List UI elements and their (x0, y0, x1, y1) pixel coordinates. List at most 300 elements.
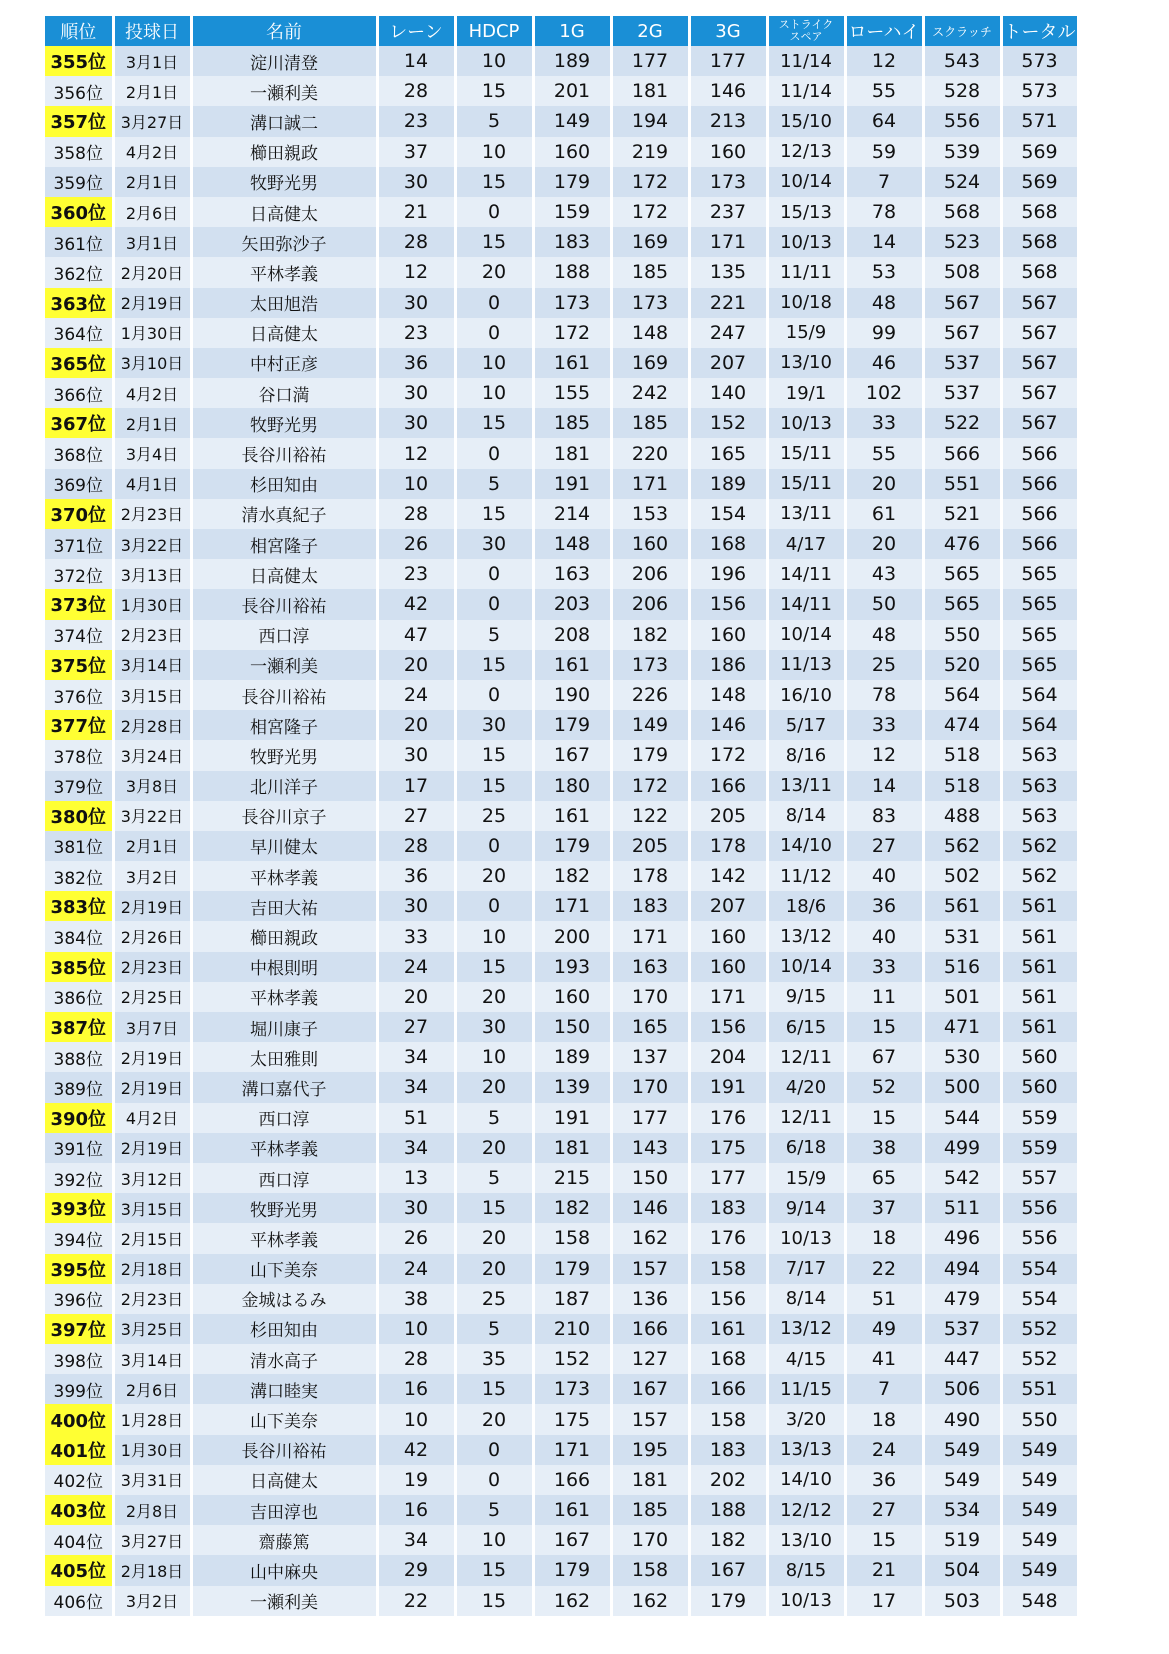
game3-cell: 146 (689, 76, 767, 106)
rank-cell: 397位 (45, 1314, 113, 1344)
date-cell: 3月2日 (113, 1586, 191, 1616)
lowhigh-cell: 53 (845, 257, 923, 287)
game1-cell: 179 (533, 1254, 611, 1284)
strike-spare-cell: 6/18 (767, 1133, 845, 1163)
game3-cell: 247 (689, 318, 767, 348)
lowhigh-cell: 41 (845, 1344, 923, 1374)
hdcp-cell: 20 (455, 1404, 533, 1434)
strike-spare-cell: 11/15 (767, 1374, 845, 1404)
hdcp-cell: 5 (455, 1495, 533, 1525)
game2-cell: 167 (611, 1374, 689, 1404)
rank-cell: 365位 (45, 348, 113, 378)
game1-cell: 182 (533, 861, 611, 891)
game3-cell: 168 (689, 1344, 767, 1374)
scratch-cell: 474 (923, 710, 1001, 740)
strike-spare-cell: 16/10 (767, 680, 845, 710)
game2-cell: 160 (611, 529, 689, 559)
total-cell: 566 (1001, 499, 1078, 529)
lane-cell: 19 (377, 1465, 455, 1495)
table-row (45, 1223, 1078, 1253)
lowhigh-cell: 99 (845, 318, 923, 348)
total-cell: 556 (1001, 1193, 1078, 1223)
hdcp-cell: 0 (455, 1435, 533, 1465)
rank-cell: 400位 (45, 1404, 113, 1434)
name-cell: 溝口睦実 (191, 1374, 377, 1404)
scratch-cell: 562 (923, 831, 1001, 861)
strike-spare-cell: 8/14 (767, 1284, 845, 1314)
strike-spare-cell: 10/13 (767, 408, 845, 438)
strike-spare-cell: 8/16 (767, 740, 845, 770)
lane-cell: 30 (377, 288, 455, 318)
name-cell: 山中麻央 (191, 1555, 377, 1585)
strike-spare-cell: 10/14 (767, 167, 845, 197)
game3-cell: 166 (689, 1374, 767, 1404)
rank-cell: 358位 (45, 137, 113, 167)
rank-cell: 369位 (45, 469, 113, 499)
lane-cell: 42 (377, 1435, 455, 1465)
strike-spare-cell: 12/12 (767, 1495, 845, 1525)
game1-cell: 215 (533, 1163, 611, 1193)
game2-cell: 150 (611, 1163, 689, 1193)
lowhigh-cell: 14 (845, 771, 923, 801)
name-cell: 一瀬利美 (191, 650, 377, 680)
scratch-cell: 518 (923, 771, 1001, 801)
date-cell: 2月6日 (113, 197, 191, 227)
name-cell: 北川洋子 (191, 771, 377, 801)
date-cell: 2月19日 (113, 891, 191, 921)
lane-cell: 28 (377, 227, 455, 257)
table-row (45, 1193, 1078, 1223)
total-cell: 556 (1001, 1223, 1078, 1253)
game2-cell: 172 (611, 771, 689, 801)
game3-cell: 156 (689, 1012, 767, 1042)
lane-cell: 24 (377, 680, 455, 710)
lane-cell: 34 (377, 1042, 455, 1072)
total-cell: 551 (1001, 1374, 1078, 1404)
game3-cell: 168 (689, 529, 767, 559)
date-cell: 3月1日 (113, 46, 191, 76)
game2-cell: 205 (611, 831, 689, 861)
total-cell: 549 (1001, 1495, 1078, 1525)
table-row (45, 559, 1078, 589)
strike-spare-cell: 11/11 (767, 257, 845, 287)
lane-cell: 34 (377, 1072, 455, 1102)
game2-cell: 181 (611, 76, 689, 106)
name-cell: 相宮隆子 (191, 710, 377, 740)
total-cell: 549 (1001, 1525, 1078, 1555)
game3-cell: 171 (689, 227, 767, 257)
strike-spare-cell: 15/13 (767, 197, 845, 227)
rank-cell: 359位 (45, 167, 113, 197)
scratch-cell: 524 (923, 167, 1001, 197)
total-cell: 561 (1001, 1012, 1078, 1042)
name-cell: 堀川康子 (191, 1012, 377, 1042)
table-row (45, 771, 1078, 801)
name-cell: 淀川清登 (191, 46, 377, 76)
total-cell: 567 (1001, 348, 1078, 378)
date-cell: 3月24日 (113, 740, 191, 770)
rank-cell: 399位 (45, 1374, 113, 1404)
game1-cell: 189 (533, 1042, 611, 1072)
game1-cell: 148 (533, 529, 611, 559)
lane-cell: 33 (377, 921, 455, 951)
table-row (45, 1133, 1078, 1163)
game1-cell: 139 (533, 1072, 611, 1102)
strike-spare-cell: 13/12 (767, 921, 845, 951)
scratch-cell: 539 (923, 137, 1001, 167)
game2-cell: 162 (611, 1586, 689, 1616)
rank-cell: 396位 (45, 1284, 113, 1314)
strike-spare-cell: 13/10 (767, 348, 845, 378)
lowhigh-cell: 50 (845, 589, 923, 619)
hdcp-cell: 20 (455, 982, 533, 1012)
lane-cell: 37 (377, 137, 455, 167)
hdcp-cell: 0 (455, 831, 533, 861)
date-cell: 4月2日 (113, 378, 191, 408)
lowhigh-cell: 102 (845, 378, 923, 408)
hdcp-cell: 0 (455, 891, 533, 921)
total-cell: 565 (1001, 620, 1078, 650)
lowhigh-cell: 46 (845, 348, 923, 378)
hdcp-cell: 0 (455, 288, 533, 318)
hdcp-cell: 15 (455, 740, 533, 770)
lowhigh-cell: 67 (845, 1042, 923, 1072)
hdcp-cell: 15 (455, 499, 533, 529)
total-cell: 561 (1001, 952, 1078, 982)
game3-cell: 176 (689, 1223, 767, 1253)
date-cell: 3月14日 (113, 650, 191, 680)
strike-spare-cell: 9/14 (767, 1193, 845, 1223)
scratch-cell: 503 (923, 1586, 1001, 1616)
hdcp-cell: 15 (455, 952, 533, 982)
table-row (45, 1586, 1078, 1616)
game3-cell: 204 (689, 1042, 767, 1072)
date-cell: 2月23日 (113, 952, 191, 982)
date-cell: 2月6日 (113, 1374, 191, 1404)
rank-cell: 362位 (45, 257, 113, 287)
lowhigh-cell: 24 (845, 1435, 923, 1465)
hdcp-cell: 15 (455, 1374, 533, 1404)
lowhigh-cell: 55 (845, 438, 923, 468)
table-row (45, 1163, 1078, 1193)
hdcp-cell: 0 (455, 197, 533, 227)
table-row (45, 982, 1078, 1012)
header-game3: 3G (689, 16, 767, 46)
total-cell: 571 (1001, 106, 1078, 136)
game1-cell: 179 (533, 1555, 611, 1585)
name-cell: 一瀬利美 (191, 76, 377, 106)
table-row (45, 650, 1078, 680)
lowhigh-cell: 37 (845, 1193, 923, 1223)
header-game1: 1G (533, 16, 611, 46)
lane-cell: 20 (377, 650, 455, 680)
hdcp-cell: 30 (455, 529, 533, 559)
game2-cell: 122 (611, 801, 689, 831)
scratch-cell: 521 (923, 499, 1001, 529)
name-cell: 谷口満 (191, 378, 377, 408)
scratch-cell: 494 (923, 1254, 1001, 1284)
total-cell: 567 (1001, 318, 1078, 348)
date-cell: 3月25日 (113, 1314, 191, 1344)
game2-cell: 181 (611, 1465, 689, 1495)
strike-spare-cell: 14/11 (767, 559, 845, 589)
game1-cell: 193 (533, 952, 611, 982)
name-cell: 杉田知由 (191, 1314, 377, 1344)
date-cell: 4月2日 (113, 1103, 191, 1133)
game1-cell: 149 (533, 106, 611, 136)
total-cell: 549 (1001, 1555, 1078, 1585)
name-cell: 中村正彦 (191, 348, 377, 378)
scratch-cell: 550 (923, 620, 1001, 650)
rank-cell: 392位 (45, 1163, 113, 1193)
lane-cell: 23 (377, 318, 455, 348)
lowhigh-cell: 21 (845, 1555, 923, 1585)
rank-cell: 370位 (45, 499, 113, 529)
lowhigh-cell: 51 (845, 1284, 923, 1314)
name-cell: 溝口嘉代子 (191, 1072, 377, 1102)
game1-cell: 166 (533, 1465, 611, 1495)
game1-cell: 189 (533, 46, 611, 76)
date-cell: 3月15日 (113, 680, 191, 710)
table-row (45, 1072, 1078, 1102)
total-cell: 566 (1001, 469, 1078, 499)
lane-cell: 47 (377, 620, 455, 650)
total-cell: 567 (1001, 408, 1078, 438)
hdcp-cell: 20 (455, 1223, 533, 1253)
game3-cell: 142 (689, 861, 767, 891)
lowhigh-cell: 7 (845, 167, 923, 197)
game3-cell: 221 (689, 288, 767, 318)
game1-cell: 150 (533, 1012, 611, 1042)
total-cell: 554 (1001, 1284, 1078, 1314)
header-strike-spare (767, 16, 845, 46)
game3-cell: 158 (689, 1254, 767, 1284)
game1-cell: 171 (533, 891, 611, 921)
table-row (45, 891, 1078, 921)
header-row (45, 16, 1078, 46)
rank-cell: 355位 (45, 46, 113, 76)
lane-cell: 26 (377, 1223, 455, 1253)
total-cell: 569 (1001, 167, 1078, 197)
hdcp-cell: 10 (455, 378, 533, 408)
game3-cell: 154 (689, 499, 767, 529)
date-cell: 4月1日 (113, 469, 191, 499)
lowhigh-cell: 18 (845, 1223, 923, 1253)
game1-cell: 203 (533, 589, 611, 619)
total-cell: 559 (1001, 1103, 1078, 1133)
name-cell: 牧野光男 (191, 408, 377, 438)
game1-cell: 160 (533, 137, 611, 167)
lane-cell: 28 (377, 76, 455, 106)
lane-cell: 20 (377, 982, 455, 1012)
game1-cell: 181 (533, 1133, 611, 1163)
game2-cell: 226 (611, 680, 689, 710)
game3-cell: 173 (689, 167, 767, 197)
date-cell: 4月2日 (113, 137, 191, 167)
rank-cell: 394位 (45, 1223, 113, 1253)
lowhigh-cell: 11 (845, 982, 923, 1012)
lane-cell: 21 (377, 197, 455, 227)
lane-cell: 36 (377, 861, 455, 891)
lane-cell: 24 (377, 952, 455, 982)
hdcp-cell: 15 (455, 76, 533, 106)
scratch-cell: 543 (923, 46, 1001, 76)
table-row (45, 137, 1078, 167)
date-cell: 2月23日 (113, 1284, 191, 1314)
game2-cell: 185 (611, 1495, 689, 1525)
table-row (45, 1374, 1078, 1404)
strike-spare-cell: 13/11 (767, 771, 845, 801)
rank-cell: 383位 (45, 891, 113, 921)
hdcp-cell: 10 (455, 921, 533, 951)
game2-cell: 171 (611, 921, 689, 951)
date-cell: 1月30日 (113, 318, 191, 348)
total-cell: 569 (1001, 137, 1078, 167)
total-cell: 561 (1001, 891, 1078, 921)
rank-cell: 401位 (45, 1435, 113, 1465)
hdcp-cell: 15 (455, 650, 533, 680)
game3-cell: 160 (689, 952, 767, 982)
game2-cell: 242 (611, 378, 689, 408)
name-cell: 牧野光男 (191, 740, 377, 770)
total-cell: 562 (1001, 861, 1078, 891)
date-cell: 2月18日 (113, 1555, 191, 1585)
game3-cell: 177 (689, 1163, 767, 1193)
total-cell: 566 (1001, 438, 1078, 468)
game1-cell: 171 (533, 1435, 611, 1465)
game3-cell: 186 (689, 650, 767, 680)
game1-cell: 161 (533, 348, 611, 378)
table-row (45, 348, 1078, 378)
game3-cell: 161 (689, 1314, 767, 1344)
game2-cell: 148 (611, 318, 689, 348)
total-cell: 548 (1001, 1586, 1078, 1616)
game2-cell: 165 (611, 1012, 689, 1042)
scratch-cell: 556 (923, 106, 1001, 136)
date-cell: 3月2日 (113, 861, 191, 891)
strike-spare-cell: 3/20 (767, 1404, 845, 1434)
date-cell: 3月27日 (113, 1525, 191, 1555)
lowhigh-cell: 65 (845, 1163, 923, 1193)
strike-spare-cell: 13/10 (767, 1525, 845, 1555)
hdcp-cell: 15 (455, 771, 533, 801)
lowhigh-cell: 64 (845, 106, 923, 136)
scratch-cell: 537 (923, 348, 1001, 378)
game3-cell: 160 (689, 620, 767, 650)
lowhigh-cell: 48 (845, 620, 923, 650)
hdcp-cell: 10 (455, 1525, 533, 1555)
total-cell: 554 (1001, 1254, 1078, 1284)
name-cell: 長谷川裕祐 (191, 680, 377, 710)
strike-spare-cell: 15/11 (767, 469, 845, 499)
game3-cell: 237 (689, 197, 767, 227)
strike-spare-cell: 10/18 (767, 288, 845, 318)
rank-cell: 357位 (45, 106, 113, 136)
lowhigh-cell: 15 (845, 1103, 923, 1133)
strike-spare-cell: 9/15 (767, 982, 845, 1012)
game2-cell: 162 (611, 1223, 689, 1253)
date-cell: 3月22日 (113, 801, 191, 831)
total-cell: 552 (1001, 1314, 1078, 1344)
game2-cell: 127 (611, 1344, 689, 1374)
game1-cell: 185 (533, 408, 611, 438)
game2-cell: 149 (611, 710, 689, 740)
scratch-cell: 520 (923, 650, 1001, 680)
total-cell: 563 (1001, 801, 1078, 831)
total-cell: 565 (1001, 589, 1078, 619)
game3-cell: 178 (689, 831, 767, 861)
game2-cell: 178 (611, 861, 689, 891)
date-cell: 3月7日 (113, 1012, 191, 1042)
date-cell: 2月1日 (113, 831, 191, 861)
hdcp-cell: 0 (455, 589, 533, 619)
table-row (45, 831, 1078, 861)
game3-cell: 156 (689, 589, 767, 619)
rank-cell: 385位 (45, 952, 113, 982)
total-cell: 564 (1001, 710, 1078, 740)
scratch-cell: 549 (923, 1435, 1001, 1465)
game2-cell: 153 (611, 499, 689, 529)
lane-cell: 10 (377, 1314, 455, 1344)
rank-cell: 388位 (45, 1042, 113, 1072)
game1-cell: 175 (533, 1404, 611, 1434)
table-row (45, 921, 1078, 951)
name-cell: 平林孝義 (191, 1223, 377, 1253)
game3-cell: 172 (689, 740, 767, 770)
strike-spare-cell: 13/11 (767, 499, 845, 529)
rank-cell: 387位 (45, 1012, 113, 1042)
game1-cell: 179 (533, 831, 611, 861)
scratch-cell: 500 (923, 1072, 1001, 1102)
lane-cell: 26 (377, 529, 455, 559)
name-cell: 西口淳 (191, 620, 377, 650)
game3-cell: 166 (689, 771, 767, 801)
rank-cell: 389位 (45, 1072, 113, 1102)
game1-cell: 162 (533, 1586, 611, 1616)
hdcp-cell: 15 (455, 1555, 533, 1585)
table-row (45, 438, 1078, 468)
name-cell: 平林孝義 (191, 982, 377, 1012)
table-row (45, 469, 1078, 499)
lane-cell: 23 (377, 106, 455, 136)
date-cell: 3月27日 (113, 106, 191, 136)
game3-cell: 183 (689, 1435, 767, 1465)
hdcp-cell: 20 (455, 1072, 533, 1102)
game2-cell: 166 (611, 1314, 689, 1344)
strike-spare-cell: 4/20 (767, 1072, 845, 1102)
lane-cell: 10 (377, 469, 455, 499)
rank-cell: 390位 (45, 1103, 113, 1133)
strike-spare-cell: 15/10 (767, 106, 845, 136)
header-lowhigh: ローハイ (845, 16, 923, 46)
date-cell: 3月14日 (113, 1344, 191, 1374)
game3-cell: 196 (689, 559, 767, 589)
rank-cell: 405位 (45, 1555, 113, 1585)
strike-spare-cell: 12/11 (767, 1103, 845, 1133)
lane-cell: 13 (377, 1163, 455, 1193)
game2-cell: 157 (611, 1404, 689, 1434)
game3-cell: 191 (689, 1072, 767, 1102)
game2-cell: 172 (611, 167, 689, 197)
total-cell: 565 (1001, 650, 1078, 680)
strike-spare-cell: 18/6 (767, 891, 845, 921)
game2-cell: 173 (611, 288, 689, 318)
hdcp-cell: 15 (455, 167, 533, 197)
hdcp-cell: 0 (455, 680, 533, 710)
strike-spare-cell: 10/14 (767, 952, 845, 982)
hdcp-cell: 10 (455, 46, 533, 76)
name-cell: 一瀬利美 (191, 1586, 377, 1616)
